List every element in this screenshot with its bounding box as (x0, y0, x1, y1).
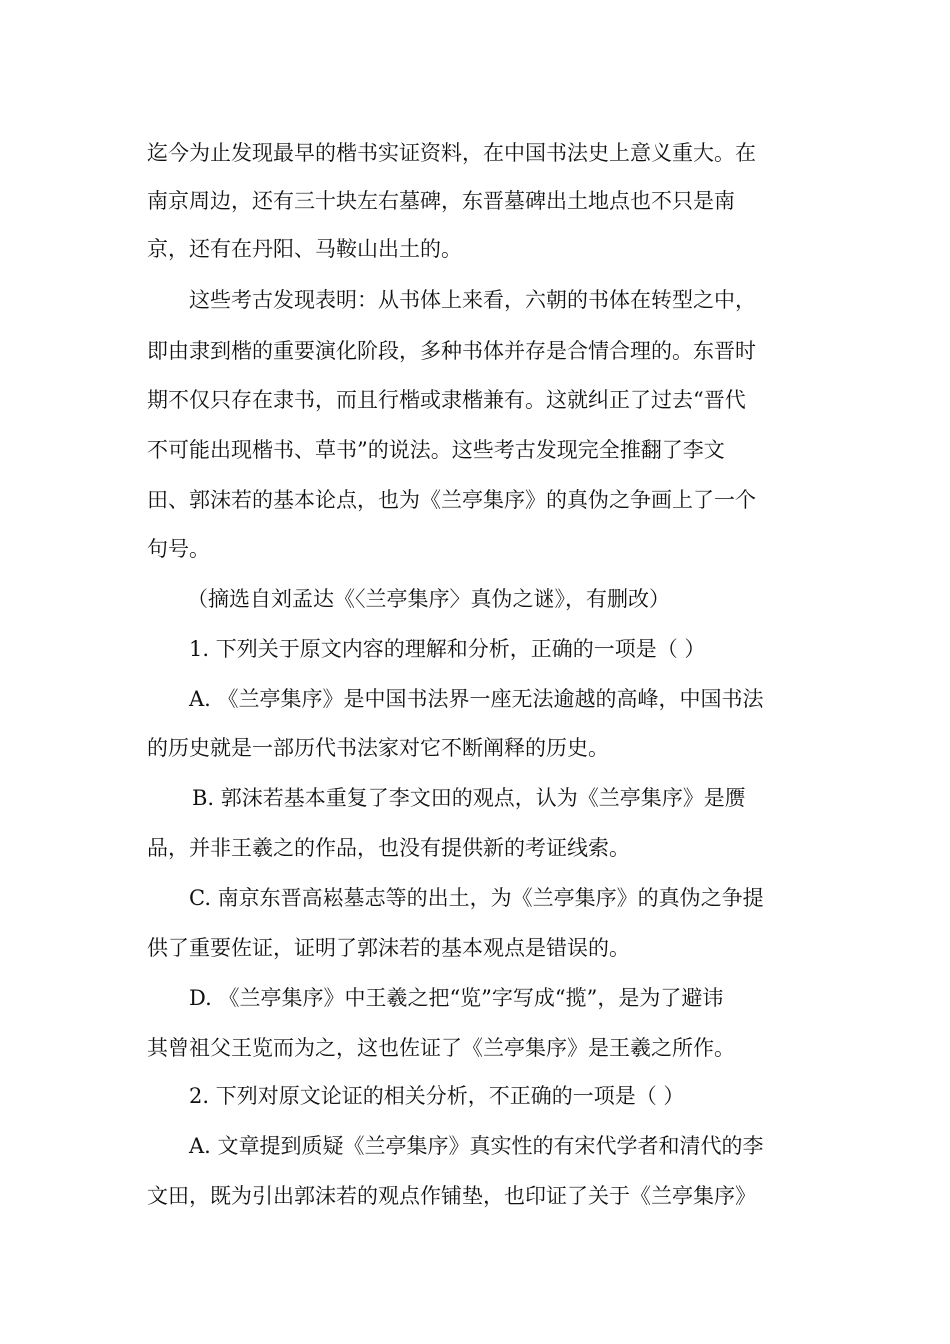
question-2-option-a: A. 文章提到质疑《兰亭集序》真实性的有宋代学者和清代的李 (189, 1134, 764, 1158)
question-1-option-d: D. 《兰亭集序》中王羲之把“览”字写成“揽”，是为了避讳 (189, 986, 724, 1010)
question-1-option-c: C. 南京东晋高崧墓志等的出土，为《兰亭集序》的真伪之争提 (189, 886, 764, 910)
paragraph-line: 即由隶到楷的重要演化阶段，多种书体并存是合情合理的。东晋时 (147, 339, 756, 363)
paragraph-line: 京，还有在丹阳、马鞍山出土的。 (147, 237, 462, 261)
question-1-option-b: B. 郭沫若基本重复了李文田的观点，认为《兰亭集序》是赝 (192, 786, 746, 810)
question-1-option-a: A. 《兰亭集序》是中国书法界一座无法逾越的高峰，中国书法 (189, 687, 764, 711)
question-1-option-d-continued: 其曾祖父王览而为之，这也佐证了《兰亭集序》是王羲之所作。 (147, 1036, 735, 1060)
paragraph-line: 不可能出现楷书、草书”的说法。这些考古发现完全推翻了李文 (147, 438, 725, 462)
paragraph-line: 迄今为止发现最早的楷书实证资料，在中国书法史上意义重大。在 (147, 141, 756, 165)
question-1-option-a-continued: 的历史就是一部历代书法家对它不断阐释的历史。 (147, 736, 609, 760)
question-1-stem: 1. 下列关于原文内容的理解和分析，正确的一项是（ ） (189, 637, 706, 661)
question-2-option-a-continued: 文田，既为引出郭沫若的观点作铺垫，也印证了关于《兰亭集序》 (147, 1184, 756, 1208)
paragraph-line: 田、郭沫若的基本论点，也为《兰亭集序》的真伪之争画上了一个 (147, 488, 756, 512)
question-1-option-b-continued: 品，并非王羲之的作品，也没有提供新的考证线索。 (147, 836, 630, 860)
paragraph-line: 这些考古发现表明：从书体上来看，六朝的书体在转型之中， (189, 288, 756, 312)
source-citation: （摘选自刘孟达《〈兰亭集序〉真伪之谜》，有删改） (187, 587, 670, 611)
question-2-stem: 2. 下列对原文论证的相关分析，不正确的一项是（ ） (189, 1084, 685, 1108)
question-1-option-c-continued: 供了重要佐证，证明了郭沫若的基本观点是错误的。 (147, 936, 630, 960)
paragraph-line: 期不仅只存在隶书，而且行楷或隶楷兼有。这就纠正了过去“晋代 (147, 388, 746, 412)
paragraph-line: 句号。 (147, 537, 210, 561)
paragraph-line: 南京周边，还有三十块左右墓碑，东晋墓碑出土地点也不只是南 (147, 189, 735, 213)
